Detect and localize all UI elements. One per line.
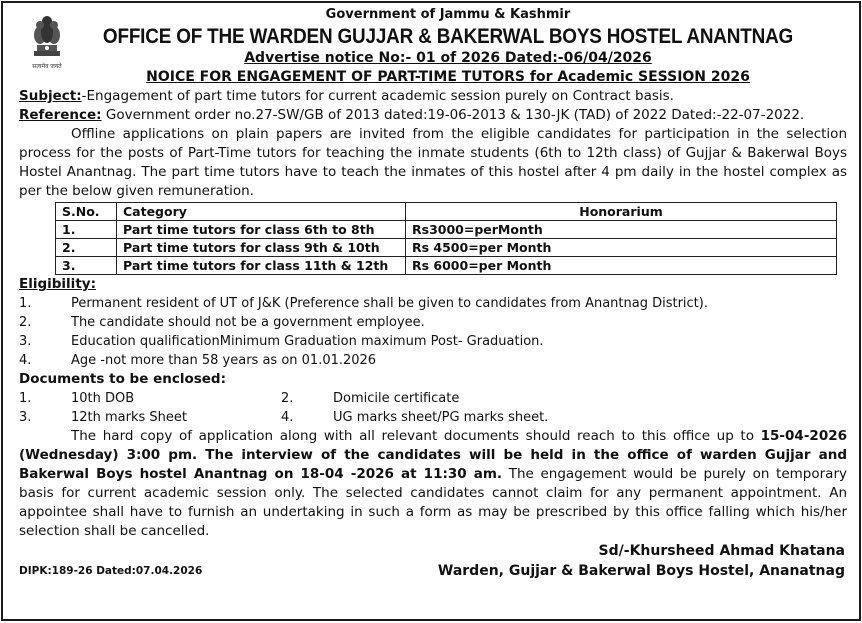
table-cell: Rs 4500=per Month <box>406 239 837 257</box>
table-cell: 3. <box>56 257 117 275</box>
reference-label: Reference: <box>19 107 102 123</box>
list-text: Domicile certificate <box>333 391 460 406</box>
government-line: Government of Jammu & Kashmir <box>325 7 571 22</box>
closing-terms: The engagement would be purely on temporary basis for current academic session only. The selected candidates cannot claim for any permanent appointment. An appointee shall have to furnish an undertaking in such a form as may be prescribed by this office falling which his/her selection shall be cancelled. <box>19 466 847 539</box>
notice-header <box>49 5 847 87</box>
documents-list <box>19 389 847 427</box>
table-cell: Rs 6000=per Month <box>406 257 837 275</box>
notice-page <box>1 1 861 621</box>
notice-footer <box>19 561 847 581</box>
list-number: 2. <box>281 391 294 406</box>
eligibility-title: Eligibility: <box>19 276 96 292</box>
emblem-icon <box>25 11 69 63</box>
table-cell: Rs3000=perMonth <box>406 221 837 239</box>
table-cell: Part time tutors for class 6th to 8th <box>117 221 406 239</box>
list-item <box>19 351 847 370</box>
closing-text: The hard copy of application along with all relevant documents should reach to this office up to <box>71 428 761 444</box>
list-text: Age -not more than 58 years as on 01.01.2026 <box>71 353 377 368</box>
list-number: 4. <box>281 410 294 425</box>
closing-deadline: 15-04-2026 (Wednesday) 3:00 pm. The interview of the candidates will be held in the office of warden Gujjar and Bakerwal Boys hostel Anantnag on 18-04 -2026 at 11:30 am. <box>19 428 847 482</box>
table-header-cell: Honorarium <box>406 203 837 221</box>
remuneration-table <box>55 202 837 275</box>
list-number: 1. <box>19 296 32 311</box>
table-header-row <box>56 203 837 221</box>
office-title: OFFICE OF THE WARDEN GUJJAR & BAKERWAL BOYS HOSTEL ANANTNAG <box>102 25 794 48</box>
table-cell: Part time tutors for class 11th & 12th <box>117 257 406 275</box>
reference-text: Government order no.27-SW/GB of 2013 dated:19-06-2013 & 130-JK (TAD) of 2022 Dated:-22-07-2022. <box>101 107 805 123</box>
table-cell: 1. <box>56 221 117 239</box>
list-number: 3. <box>19 410 32 425</box>
table-row <box>56 221 837 239</box>
notice-title: NOICE FOR ENGAGEMENT OF PART-TIME TUTORS for Academic SESSION 2026 <box>146 69 750 85</box>
list-item <box>19 332 847 351</box>
table-row <box>56 257 837 275</box>
signature-name: Sd/-Khursheed Ahmad Khatana <box>598 543 845 559</box>
table-header-cell: S.No. <box>56 203 117 221</box>
dipk-number: DIPK:189-26 Dated:07.04.2026 <box>19 565 203 577</box>
closing-paragraph <box>19 427 847 541</box>
list-text: Permanent resident of UT of J&K (Preference shall be given to candidates from Anantnag District). <box>71 296 708 311</box>
signature-designation: Warden, Gujjar & Bakerwal Boys Hostel, Ananatnag <box>437 563 845 579</box>
subject-label: Subject: <box>19 88 82 104</box>
subject-line <box>19 87 847 106</box>
list-text: 10th DOB <box>71 391 135 406</box>
list-item <box>19 294 847 313</box>
list-item <box>19 313 847 332</box>
list-text: The candidate should not be a government employee. <box>71 315 425 330</box>
list-number: 3. <box>19 334 32 349</box>
list-number: 1. <box>19 391 32 406</box>
list-number: 4. <box>19 353 32 368</box>
intro-paragraph: Offline applications on plain papers are invited from the eligible candidates for participation in the selection process for the posts of Part-Time tutors for teaching the inmate students (6th to 12th class) of Gujjar & Bakerwal Boys Hostel Anantnag. The part time tutors have to teach the inmates of this hostel after 4 pm daily in the hostel complex as per the below given remuneration. <box>19 126 847 199</box>
list-text: Education qualificationMinimum Graduation maximum Post- Graduation. <box>71 334 544 349</box>
table-cell: Part time tutors for class 9th & 10th <box>117 239 406 257</box>
table-row <box>56 239 837 257</box>
advertise-number: Advertise notice No:- 01 of 2026 Dated:-06/04/2026 <box>244 50 652 66</box>
subject-text: -Engagement of part time tutors for current academic session purely on Contract basis. <box>81 88 674 104</box>
table-cell: 2. <box>56 239 117 257</box>
table-header-cell: Category <box>117 203 406 221</box>
list-text: UG marks sheet/PG marks sheet. <box>333 410 549 425</box>
emblem-motto: सत्यमेव जयते <box>32 63 62 70</box>
documents-title: Documents to be enclosed: <box>19 371 226 387</box>
list-text: 12th marks Sheet <box>71 410 188 425</box>
list-number: 2. <box>19 315 32 330</box>
reference-line <box>19 106 847 125</box>
state-emblem <box>17 11 77 81</box>
